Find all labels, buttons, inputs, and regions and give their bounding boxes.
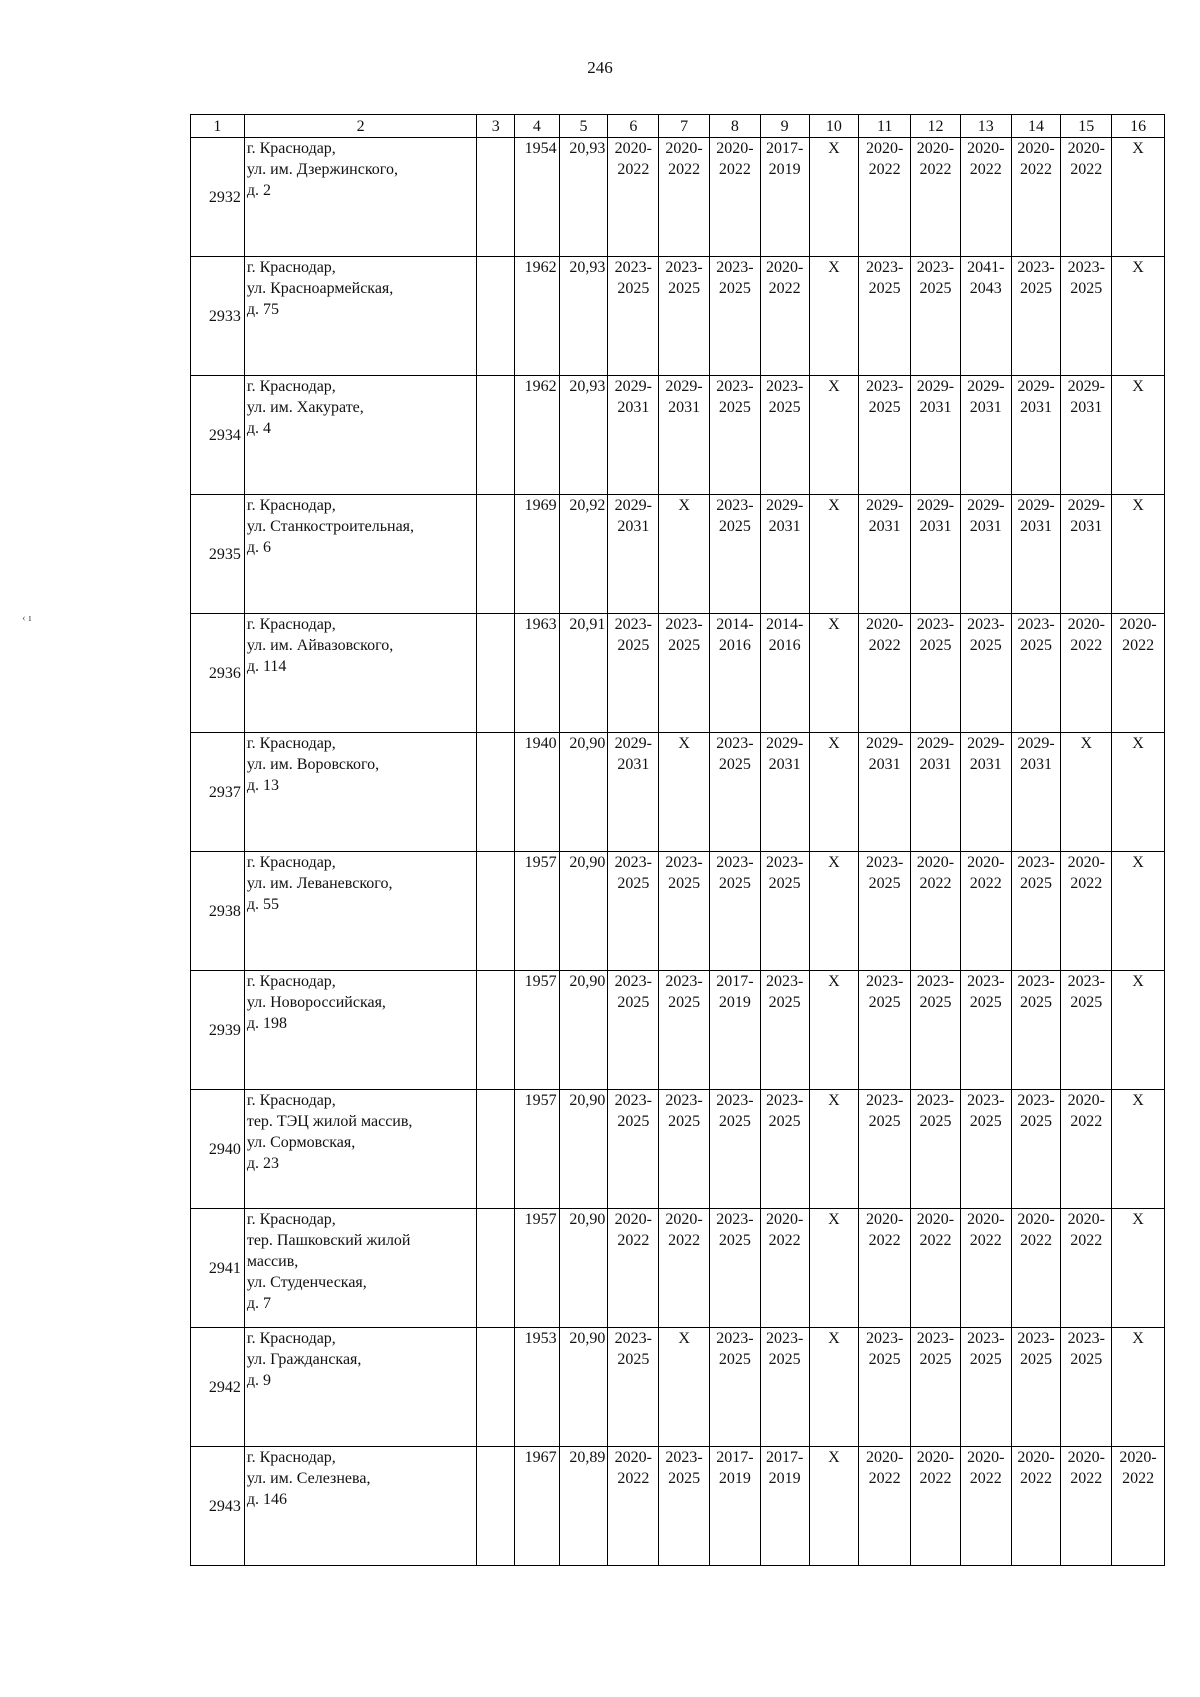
col3-cell: [477, 376, 515, 495]
address-cell: г. Краснодар, ул. Новороссийская, д. 198: [244, 971, 477, 1090]
address-cell: г. Краснодар, ул. им. Хакурате, д. 4: [244, 376, 477, 495]
period-cell-col14: 2029- 2031: [1011, 376, 1061, 495]
period-cell-col14: 2023- 2025: [1011, 1090, 1061, 1209]
period-cell-col16: Х: [1112, 971, 1165, 1090]
period-cell-col7: 2023- 2025: [659, 971, 710, 1090]
period-cell-col9: 2023- 2025: [760, 1328, 809, 1447]
period-cell-col15: 2020- 2022: [1061, 1090, 1112, 1209]
period-cell-col9: 2017- 2019: [760, 138, 809, 257]
period-cell-col7: 2023- 2025: [659, 614, 710, 733]
period-cell-col13: 2020- 2022: [960, 852, 1011, 971]
period-cell-col7: 2029- 2031: [659, 376, 710, 495]
period-cell-col16: Х: [1112, 138, 1165, 257]
period-cell-col13: 2020- 2022: [960, 1447, 1011, 1566]
column-header-4: 4: [514, 115, 559, 138]
row-number: 2941: [191, 1209, 245, 1328]
value-cell: 20,90: [559, 852, 608, 971]
col3-cell: [477, 138, 515, 257]
period-cell-col8: 2023- 2025: [709, 1209, 760, 1328]
period-cell-col13: 2023- 2025: [960, 1328, 1011, 1447]
column-header-5: 5: [559, 115, 608, 138]
period-cell-col13: 2023- 2025: [960, 971, 1011, 1090]
period-cell-col12: 2023- 2025: [911, 1090, 961, 1209]
column-header-11: 11: [859, 115, 911, 138]
period-cell-col6: 2023- 2025: [608, 1328, 659, 1447]
period-cell-col14: 2020- 2022: [1011, 1447, 1061, 1566]
period-cell-col9: 2029- 2031: [760, 733, 809, 852]
column-header-15: 15: [1061, 115, 1112, 138]
period-cell-col10: Х: [809, 1209, 859, 1328]
row-number: 2934: [191, 376, 245, 495]
period-cell-col6: 2020- 2022: [608, 1447, 659, 1566]
period-cell-col12: 2029- 2031: [911, 733, 961, 852]
period-cell-col6: 2023- 2025: [608, 852, 659, 971]
period-cell-col8: 2017- 2019: [709, 971, 760, 1090]
column-header-10: 10: [809, 115, 859, 138]
row-number: 2938: [191, 852, 245, 971]
year-cell: 1953: [514, 1328, 559, 1447]
year-cell: 1954: [514, 138, 559, 257]
period-cell-col12: 2020- 2022: [911, 852, 961, 971]
col3-cell: [477, 1090, 515, 1209]
period-cell-col6: 2023- 2025: [608, 971, 659, 1090]
year-cell: 1957: [514, 1209, 559, 1328]
period-cell-col10: Х: [809, 1328, 859, 1447]
period-cell-col6: 2029- 2031: [608, 495, 659, 614]
period-cell-col12: 2023- 2025: [911, 257, 961, 376]
table-row: [191, 1209, 1165, 1328]
period-cell-col14: 2029- 2031: [1011, 733, 1061, 852]
period-cell-col10: Х: [809, 257, 859, 376]
period-cell-col7: Х: [659, 495, 710, 614]
address-cell: г. Краснодар, тер. Пашковский жилой массив, ул. Студенческая, д. 7: [244, 1209, 477, 1328]
row-number: 2937: [191, 733, 245, 852]
year-cell: 1957: [514, 971, 559, 1090]
period-cell-col6: 2023- 2025: [608, 614, 659, 733]
period-cell-col7: Х: [659, 733, 710, 852]
period-cell-col11: 2029- 2031: [859, 733, 911, 852]
period-cell-col14: 2023- 2025: [1011, 614, 1061, 733]
value-cell: 20,90: [559, 733, 608, 852]
value-cell: 20,90: [559, 1209, 608, 1328]
address-cell: г. Краснодар, ул. Гражданская, д. 9: [244, 1328, 477, 1447]
column-header-3: 3: [477, 115, 515, 138]
period-cell-col8: 2023- 2025: [709, 1328, 760, 1447]
period-cell-col16: Х: [1112, 257, 1165, 376]
period-cell-col7: 2020- 2022: [659, 1209, 710, 1328]
period-cell-col9: 2020- 2022: [760, 1209, 809, 1328]
row-number: 2940: [191, 1090, 245, 1209]
period-cell-col9: 2023- 2025: [760, 971, 809, 1090]
table-row: [191, 138, 1165, 257]
period-cell-col9: 2023- 2025: [760, 1090, 809, 1209]
year-cell: 1963: [514, 614, 559, 733]
period-cell-col10: Х: [809, 495, 859, 614]
period-cell-col6: 2023- 2025: [608, 1090, 659, 1209]
period-cell-col10: Х: [809, 376, 859, 495]
period-cell-col8: 2023- 2025: [709, 733, 760, 852]
period-cell-col11: 2023- 2025: [859, 1090, 911, 1209]
period-cell-col7: 2023- 2025: [659, 1447, 710, 1566]
period-cell-col15: 2029- 2031: [1061, 495, 1112, 614]
address-cell: г. Краснодар, ул. им. Айвазовского, д. 114: [244, 614, 477, 733]
row-number: 2936: [191, 614, 245, 733]
row-number: 2939: [191, 971, 245, 1090]
value-cell: 20,90: [559, 971, 608, 1090]
address-cell: г. Краснодар, ул. им. Дзержинского, д. 2: [244, 138, 477, 257]
period-cell-col15: 2029- 2031: [1061, 376, 1112, 495]
period-cell-col9: 2023- 2025: [760, 376, 809, 495]
period-cell-col14: 2023- 2025: [1011, 1328, 1061, 1447]
col3-cell: [477, 257, 515, 376]
col3-cell: [477, 495, 515, 614]
value-cell: 20,93: [559, 257, 608, 376]
period-cell-col16: Х: [1112, 1090, 1165, 1209]
period-cell-col8: 2017- 2019: [709, 1447, 760, 1566]
address-cell: г. Краснодар, ул. Красноармейская, д. 75: [244, 257, 477, 376]
period-cell-col9: 2023- 2025: [760, 852, 809, 971]
period-cell-col10: Х: [809, 138, 859, 257]
period-cell-col14: 2023- 2025: [1011, 852, 1061, 971]
year-cell: 1957: [514, 852, 559, 971]
period-cell-col16: Х: [1112, 376, 1165, 495]
period-cell-col8: 2023- 2025: [709, 1090, 760, 1209]
period-cell-col15: 2020- 2022: [1061, 852, 1112, 971]
period-cell-col11: 2023- 2025: [859, 852, 911, 971]
period-cell-col8: 2023- 2025: [709, 852, 760, 971]
period-cell-col15: 2020- 2022: [1061, 614, 1112, 733]
period-cell-col6: 2029- 2031: [608, 376, 659, 495]
column-header-9: 9: [760, 115, 809, 138]
year-cell: 1940: [514, 733, 559, 852]
year-cell: 1957: [514, 1090, 559, 1209]
period-cell-col11: 2023- 2025: [859, 971, 911, 1090]
period-cell-col10: Х: [809, 852, 859, 971]
col3-cell: [477, 614, 515, 733]
period-cell-col10: Х: [809, 971, 859, 1090]
period-cell-col10: Х: [809, 1090, 859, 1209]
row-number: 2943: [191, 1447, 245, 1566]
period-cell-col13: 2029- 2031: [960, 376, 1011, 495]
period-cell-col8: 2023- 2025: [709, 495, 760, 614]
period-cell-col15: Х: [1061, 733, 1112, 852]
period-cell-col16: Х: [1112, 1209, 1165, 1328]
period-cell-col13: 2023- 2025: [960, 614, 1011, 733]
col3-cell: [477, 971, 515, 1090]
column-header-7: 7: [659, 115, 710, 138]
table-row: [191, 733, 1165, 852]
value-cell: 20,93: [559, 138, 608, 257]
col3-cell: [477, 1328, 515, 1447]
table-row: [191, 614, 1165, 733]
table-row: [191, 257, 1165, 376]
period-cell-col16: Х: [1112, 495, 1165, 614]
column-header-1: 1: [191, 115, 245, 138]
col3-cell: [477, 1209, 515, 1328]
period-cell-col12: 2020- 2022: [911, 1447, 961, 1566]
period-cell-col9: 2014- 2016: [760, 614, 809, 733]
period-cell-col12: 2020- 2022: [911, 1209, 961, 1328]
period-cell-col14: 2023- 2025: [1011, 257, 1061, 376]
row-number: 2933: [191, 257, 245, 376]
period-cell-col13: 2029- 2031: [960, 733, 1011, 852]
col3-cell: [477, 1447, 515, 1566]
table-row: [191, 495, 1165, 614]
address-cell: г. Краснодар, ул. им. Леваневского, д. 55: [244, 852, 477, 971]
column-header-13: 13: [960, 115, 1011, 138]
column-header-8: 8: [709, 115, 760, 138]
period-cell-col6: 2020- 2022: [608, 138, 659, 257]
period-cell-col12: 2020- 2022: [911, 138, 961, 257]
period-cell-col14: 2020- 2022: [1011, 1209, 1061, 1328]
table-row: [191, 852, 1165, 971]
period-cell-col11: 2029- 2031: [859, 495, 911, 614]
column-header-12: 12: [911, 115, 961, 138]
column-header-16: 16: [1112, 115, 1165, 138]
value-cell: 20,89: [559, 1447, 608, 1566]
period-cell-col7: 2023- 2025: [659, 852, 710, 971]
period-cell-col13: 2020- 2022: [960, 1209, 1011, 1328]
period-cell-col11: 2023- 2025: [859, 376, 911, 495]
address-cell: г. Краснодар, ул. им. Селезнева, д. 146: [244, 1447, 477, 1566]
period-cell-col8: 2014- 2016: [709, 614, 760, 733]
period-cell-col12: 2023- 2025: [911, 614, 961, 733]
period-cell-col12: 2029- 2031: [911, 495, 961, 614]
value-cell: 20,92: [559, 495, 608, 614]
address-cell: г. Краснодар, тер. ТЭЦ жилой массив, ул. Сормовская, д. 23: [244, 1090, 477, 1209]
row-number: 2935: [191, 495, 245, 614]
period-cell-col7: Х: [659, 1328, 710, 1447]
period-cell-col6: 2023- 2025: [608, 257, 659, 376]
column-header-2: 2: [244, 115, 477, 138]
value-cell: 20,93: [559, 376, 608, 495]
period-cell-col14: 2023- 2025: [1011, 971, 1061, 1090]
table-row: [191, 971, 1165, 1090]
address-cell: г. Краснодар, ул. им. Воровского, д. 13: [244, 733, 477, 852]
period-cell-col6: 2020- 2022: [608, 1209, 659, 1328]
year-cell: 1962: [514, 376, 559, 495]
period-cell-col16: Х: [1112, 733, 1165, 852]
period-cell-col16: Х: [1112, 1328, 1165, 1447]
period-cell-col8: 2020- 2022: [709, 138, 760, 257]
period-cell-col12: 2023- 2025: [911, 971, 961, 1090]
col3-cell: [477, 852, 515, 971]
period-cell-col7: 2020- 2022: [659, 138, 710, 257]
register-table: [190, 114, 1165, 1566]
period-cell-col9: 2017- 2019: [760, 1447, 809, 1566]
period-cell-col13: 2020- 2022: [960, 138, 1011, 257]
period-cell-col12: 2023- 2025: [911, 1328, 961, 1447]
table-row: [191, 1328, 1165, 1447]
table-row: [191, 376, 1165, 495]
period-cell-col15: 2020- 2022: [1061, 1209, 1112, 1328]
year-cell: 1962: [514, 257, 559, 376]
period-cell-col10: Х: [809, 1447, 859, 1566]
period-cell-col11: 2020- 2022: [859, 614, 911, 733]
period-cell-col8: 2023- 2025: [709, 376, 760, 495]
period-cell-col13: 2029- 2031: [960, 495, 1011, 614]
period-cell-col14: 2020- 2022: [1011, 138, 1061, 257]
value-cell: 20,90: [559, 1328, 608, 1447]
page-number: 246: [587, 58, 613, 77]
header-row: [191, 115, 1165, 138]
period-cell-col14: 2029- 2031: [1011, 495, 1061, 614]
column-header-6: 6: [608, 115, 659, 138]
period-cell-col13: 2023- 2025: [960, 1090, 1011, 1209]
period-cell-col11: 2023- 2025: [859, 257, 911, 376]
period-cell-col16: 2020- 2022: [1112, 1447, 1165, 1566]
row-number: 2942: [191, 1328, 245, 1447]
period-cell-col8: 2023- 2025: [709, 257, 760, 376]
period-cell-col11: 2020- 2022: [859, 1209, 911, 1328]
period-cell-col15: 2023- 2025: [1061, 257, 1112, 376]
year-cell: 1967: [514, 1447, 559, 1566]
period-cell-col15: 2020- 2022: [1061, 138, 1112, 257]
period-cell-col7: 2023- 2025: [659, 1090, 710, 1209]
period-cell-col16: 2020- 2022: [1112, 614, 1165, 733]
period-cell-col9: 2029- 2031: [760, 495, 809, 614]
period-cell-col15: 2023- 2025: [1061, 1328, 1112, 1447]
period-cell-col11: 2023- 2025: [859, 1328, 911, 1447]
address-cell: г. Краснодар, ул. Станкостроительная, д. 6: [244, 495, 477, 614]
table-row: [191, 1090, 1165, 1209]
value-cell: 20,90: [559, 1090, 608, 1209]
period-cell-col13: 2041- 2043: [960, 257, 1011, 376]
margin-mark: ‹ ı: [22, 612, 32, 624]
period-cell-col10: Х: [809, 733, 859, 852]
period-cell-col6: 2029- 2031: [608, 733, 659, 852]
value-cell: 20,91: [559, 614, 608, 733]
period-cell-col11: 2020- 2022: [859, 138, 911, 257]
period-cell-col11: 2020- 2022: [859, 1447, 911, 1566]
period-cell-col10: Х: [809, 614, 859, 733]
period-cell-col16: Х: [1112, 852, 1165, 971]
period-cell-col15: 2023- 2025: [1061, 971, 1112, 1090]
period-cell-col7: 2023- 2025: [659, 257, 710, 376]
period-cell-col15: 2020- 2022: [1061, 1447, 1112, 1566]
period-cell-col12: 2029- 2031: [911, 376, 961, 495]
table-row: [191, 1447, 1165, 1566]
col3-cell: [477, 733, 515, 852]
column-header-14: 14: [1011, 115, 1061, 138]
row-number: 2932: [191, 138, 245, 257]
year-cell: 1969: [514, 495, 559, 614]
period-cell-col9: 2020- 2022: [760, 257, 809, 376]
